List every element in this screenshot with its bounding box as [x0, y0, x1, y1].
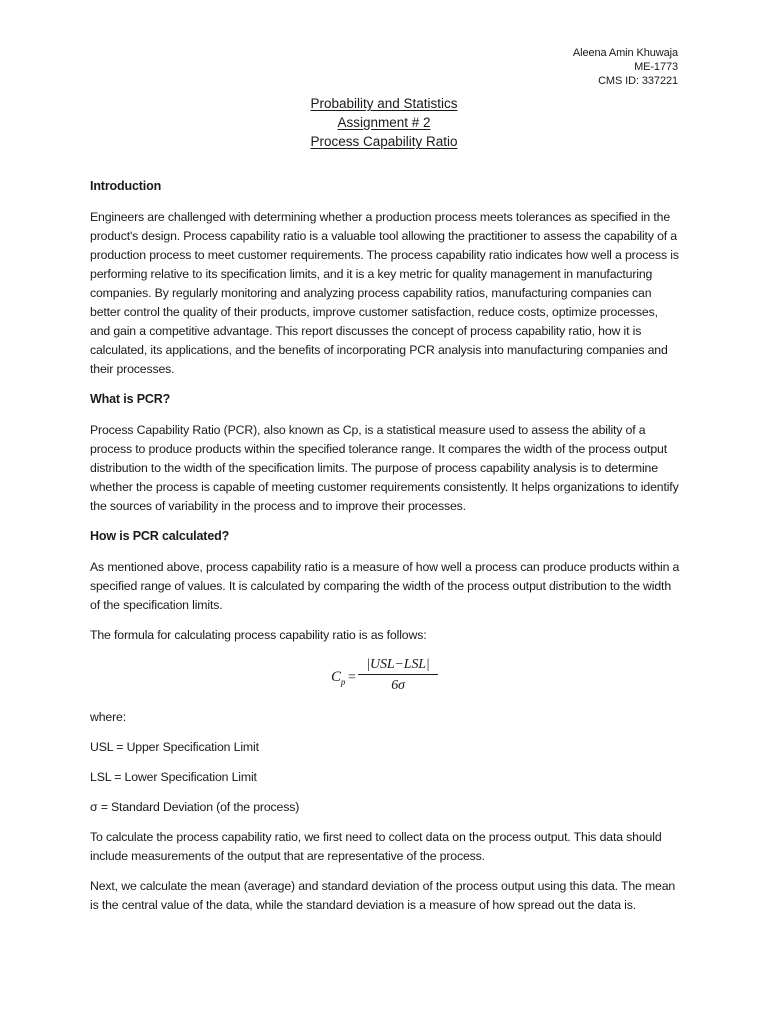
author-block — [573, 46, 678, 88]
title-block — [0, 94, 768, 151]
usl-definition: USL = Upper Specification Limit — [90, 740, 259, 754]
formula-denominator: 6σ — [391, 678, 405, 693]
what-is-pcr-heading: What is PCR? — [90, 392, 171, 406]
sigma-definition: σ = Standard Deviation (of the process) — [90, 800, 300, 814]
lsl-definition: LSL = Lower Specification Limit — [90, 770, 257, 784]
course-title: Probability and Statistics — [310, 96, 458, 111]
document-body — [90, 177, 680, 926]
pcr-formula — [90, 656, 680, 698]
mean-stddev-paragraph: Next, we calculate the mean (average) and standard deviation of the process output using this data. The mean is the central value of the data, while the standard deviation is a measure of how spread out the data is. — [90, 879, 676, 912]
formula-intro: The formula for calculating process capability ratio is as follows: — [90, 628, 427, 642]
introduction-paragraph: Engineers are challenged with determining whether a production process meets tolerances as specified in the product's design. Process capability ratio is a valuable tool allowing the practitioner to assess the capability of a production process to meet customer requirements. The process capability ratio indicates how well a process is performing relative to its specification limits, and it is a key metric for quality management in manufacturing companies. By regularly monitoring and analyzing process capability ratios, manufacturing companies can better control the quality of their products, improve customer satisfaction, reduce costs, optimize processes, and gain a competitive advantage. This report discusses the concept of process capability ratio, how it is calculated, its applications, and the benefits of incorporating PCR analysis into manufacturing companies and their processes. — [90, 210, 679, 376]
calculation-step-paragraph: To calculate the process capability ratio, we first need to collect data on the process output. This data should include measurements of the output that are representative of the process. — [90, 830, 662, 863]
what-is-pcr-paragraph: Process Capability Ratio (PCR), also known as Cp, is a statistical measure used to assess the ability of a process to produce products within the specified tolerance range. It compares the width of the process output distribution to the width of the specification limits. The purpose of process capability analysis is to determine whether the process is capable of meeting customer requirements consistently. It helps organizations to identify the sources of variability in the process and to improve their processes. — [90, 423, 679, 513]
how-calculated-heading: How is PCR calculated? — [90, 529, 230, 543]
author-name: Aleena Amin Khuwaja — [572, 47, 678, 59]
author-roll-number: ME-1773 — [634, 61, 678, 73]
formula-numerator: |USL−LSL| — [358, 656, 438, 675]
assignment-number: Assignment # 2 — [337, 115, 431, 130]
formula-equals: = — [348, 670, 356, 685]
author-cms-id: CMS ID: 337221 — [598, 75, 678, 87]
how-calculated-paragraph: As mentioned above, process capability ratio is a measure of how well a process can produce products within a specified range of values. It is calculated by comparing the width of the process output distribution to the width of the specification limits. — [90, 560, 680, 612]
topic-title: Process Capability Ratio — [310, 134, 458, 149]
formula-lhs: $C_p$ — [331, 669, 346, 687]
where-label: where: — [90, 710, 127, 724]
formula-subscript: p — [340, 677, 346, 687]
introduction-heading: Introduction — [90, 179, 162, 193]
